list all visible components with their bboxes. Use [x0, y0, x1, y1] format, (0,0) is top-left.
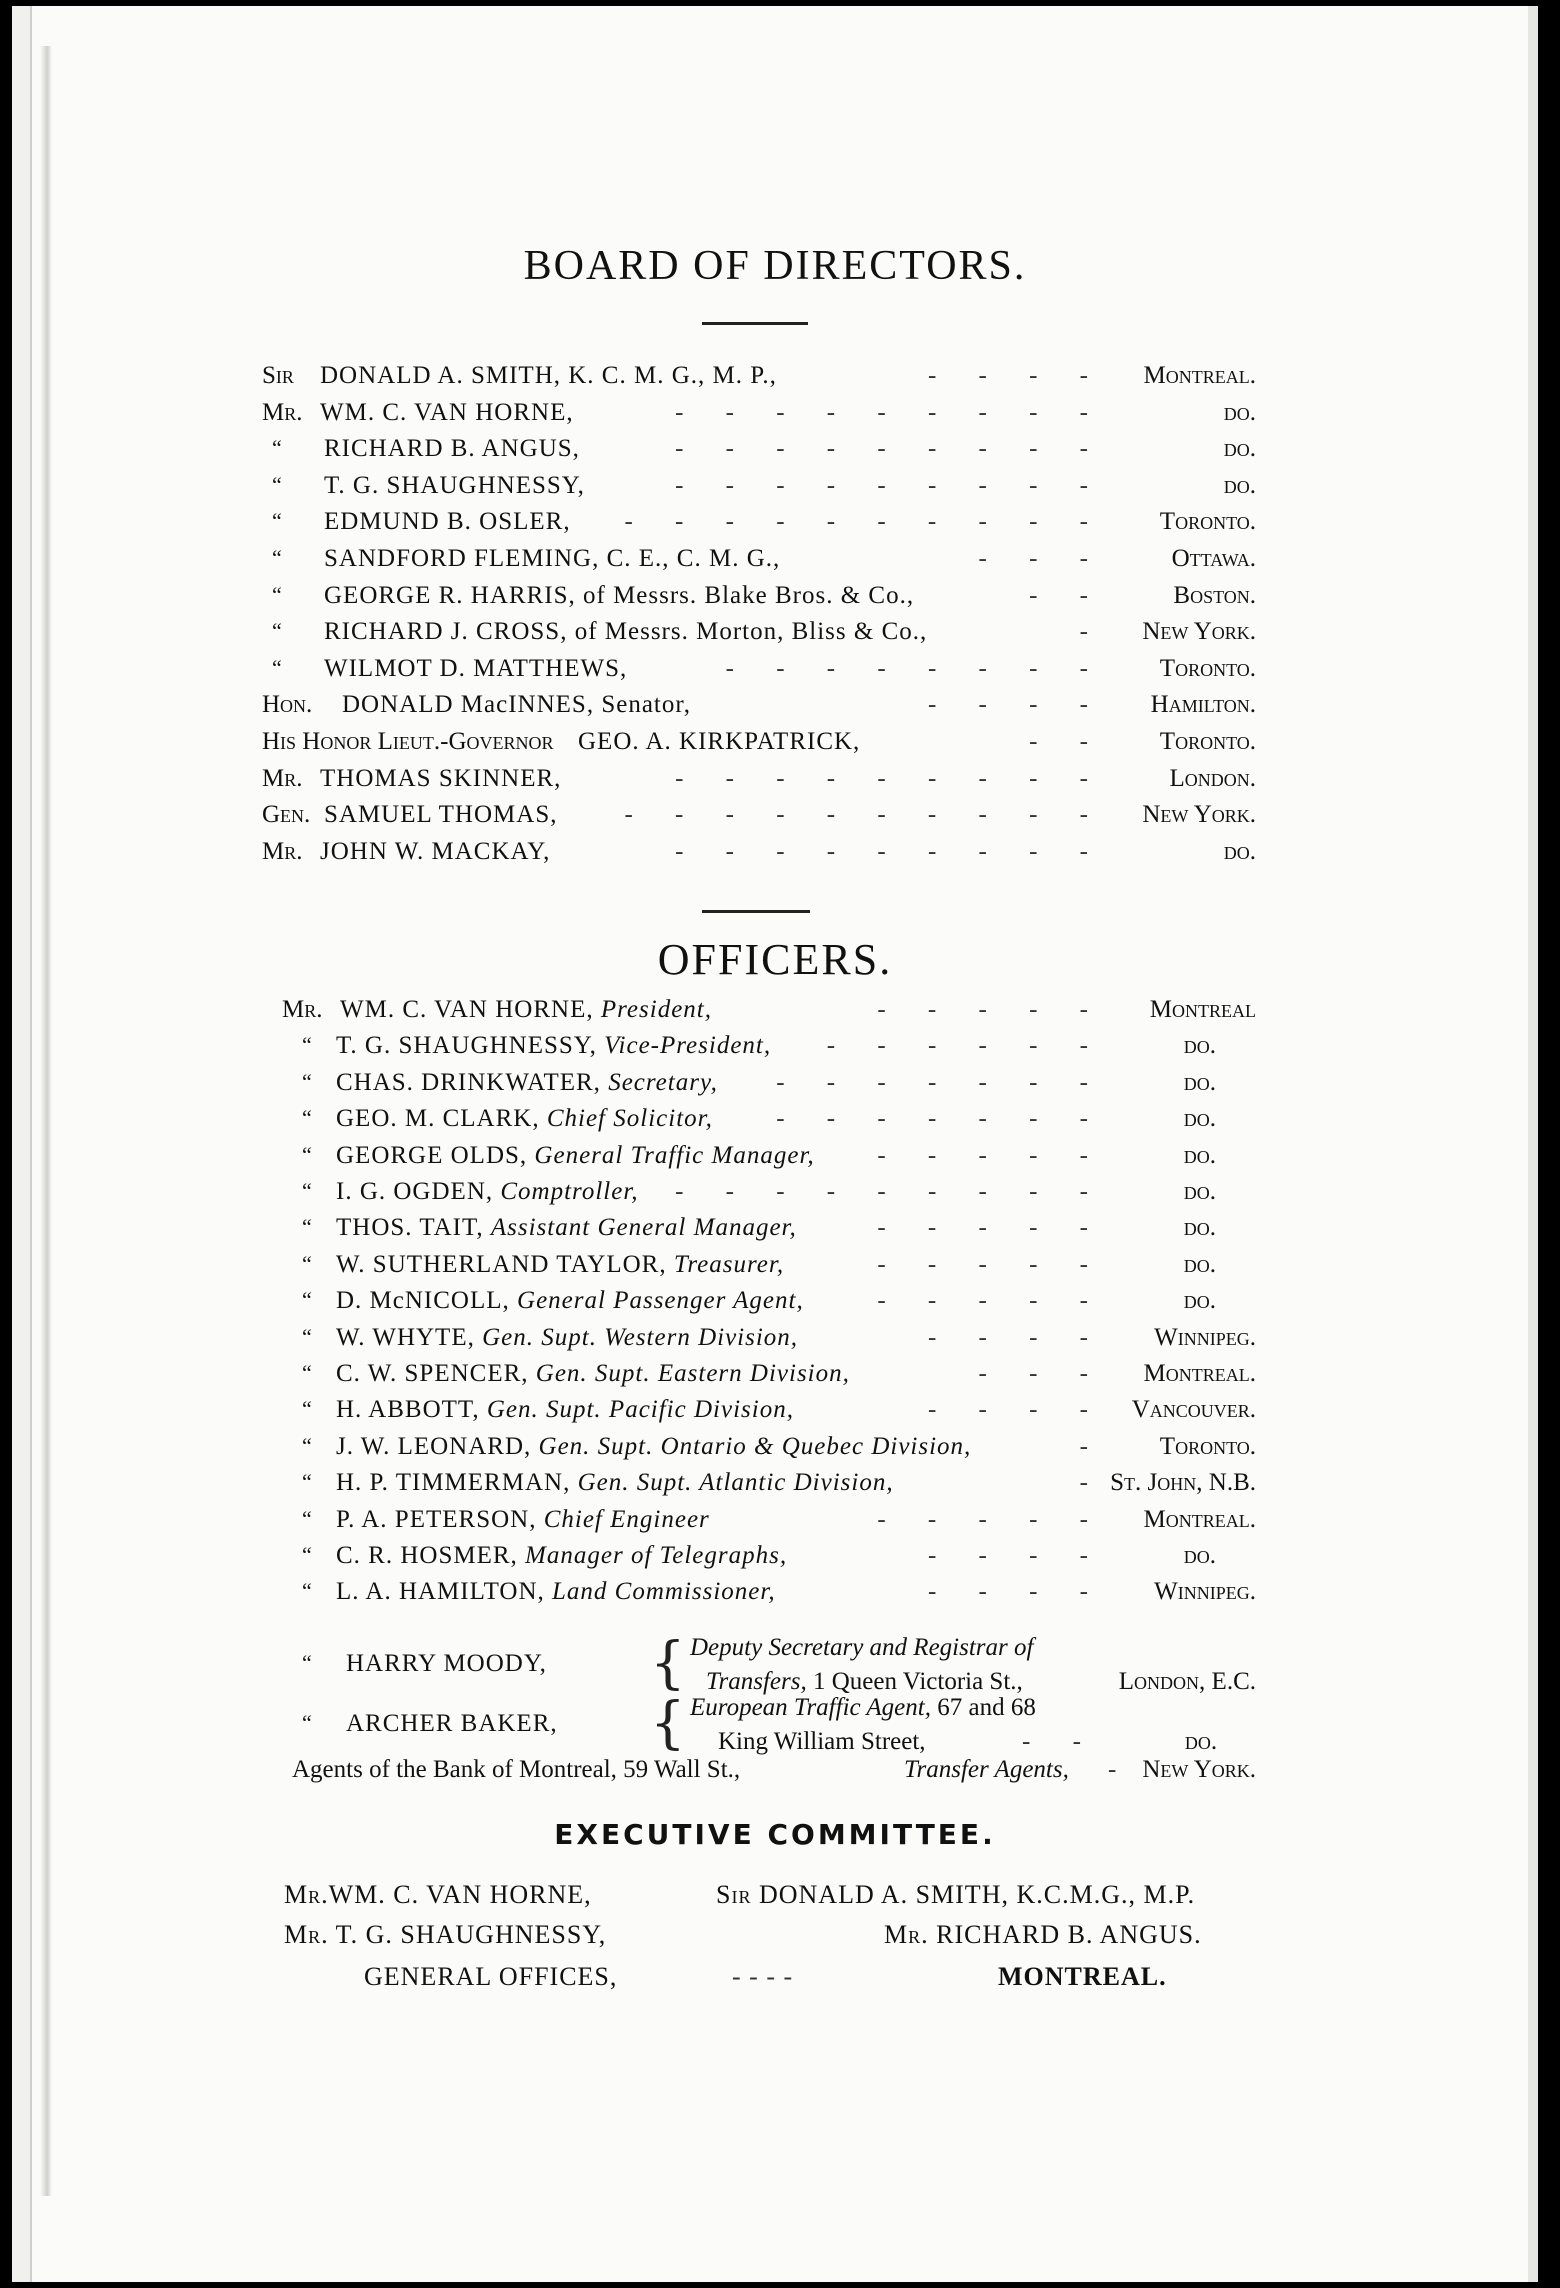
- officer-row-baker: [262, 1691, 1256, 1764]
- officer-title: Manager of Telegraphs,: [525, 1542, 788, 1569]
- director-name: [578, 728, 860, 756]
- page-left-edge: [12, 6, 32, 2282]
- officer-title: Chief Engineer: [543, 1505, 710, 1533]
- officer-title: Comptroller,: [500, 1178, 639, 1205]
- leader-dots: - - - - - - - - -: [675, 1178, 1106, 1205]
- leader-dots: - -: [1022, 1728, 1099, 1755]
- director-name: [324, 545, 780, 573]
- officer-name-text: H. ABBOTT,: [336, 1396, 480, 1424]
- officer-title: General Passenger Agent,: [517, 1287, 804, 1315]
- executive-member: [884, 1920, 1202, 1950]
- director-detail: of Messrs. Blake Bros. & Co.,: [583, 581, 915, 609]
- officer-row: [262, 1578, 1256, 1614]
- director-row: [262, 838, 1256, 874]
- title-prefix: Mr.: [282, 996, 323, 1023]
- ditto-mark: “: [302, 1032, 312, 1058]
- officer-row: [262, 1433, 1256, 1469]
- leader-dots: - - - - -: [877, 1250, 1106, 1278]
- officer-name-text: GEO. M. CLARK,: [336, 1105, 540, 1133]
- document-page: [12, 6, 1538, 2282]
- ditto-mark: “: [272, 581, 282, 607]
- officer-title: Chief Solicitor,: [546, 1105, 713, 1133]
- leader-dots: - - - - -: [877, 1287, 1106, 1315]
- leader-dots: - - - - -: [877, 1505, 1106, 1533]
- officer-location: Vancouver.: [1131, 1396, 1256, 1424]
- officer-name-text: I. G. OGDEN,: [336, 1178, 494, 1205]
- executive-member: [284, 1880, 592, 1910]
- ditto-mark: “: [302, 1287, 312, 1313]
- director-name-text: GEO. A. KIRKPATRICK,: [578, 728, 861, 755]
- director-name-text: RICHARD J. CROSS,: [324, 618, 568, 646]
- ditto-mark: “: [302, 1469, 312, 1495]
- officer-name: [336, 1578, 776, 1606]
- director-location: do.: [1223, 471, 1256, 499]
- director-location: Ottawa.: [1171, 545, 1256, 572]
- leader-dots: - - - -: [927, 691, 1106, 719]
- officer-name-text: J. W. LEONARD,: [336, 1432, 532, 1460]
- officer-name: [336, 1105, 713, 1133]
- officer-location: do.: [1183, 1214, 1216, 1242]
- director-name-text: THOMAS SKINNER,: [320, 764, 562, 792]
- officer-title-line1: Deputy Secretary and Registrar of: [690, 1634, 1034, 1661]
- member-name: RICHARD B. ANGUS.: [936, 1920, 1202, 1949]
- executive-heading: EXECUTIVE COMMITTEE.: [554, 1818, 996, 1851]
- ditto-mark: “: [302, 1323, 312, 1349]
- director-name-text: DONALD A. SMITH, K. C. M. G., M. P.,: [320, 362, 777, 389]
- director-location: Hamilton.: [1150, 691, 1256, 719]
- officer-row: [262, 1506, 1256, 1542]
- officer-row: [262, 1542, 1256, 1578]
- officer-title-line2: [706, 1668, 1023, 1696]
- director-name: [324, 508, 571, 536]
- director-location: London.: [1169, 764, 1256, 792]
- officer-name-text: D. McNICOLL,: [336, 1287, 510, 1315]
- title-prefix: Sir: [262, 362, 294, 389]
- director-row: [262, 728, 1256, 764]
- leader-dots: -: [1079, 618, 1106, 646]
- director-row: [262, 582, 1256, 618]
- officer-name: [336, 1214, 797, 1242]
- ditto-mark: “: [302, 1650, 312, 1675]
- officer-location: Montreal: [1149, 996, 1256, 1023]
- ditto-mark: “: [302, 1505, 312, 1531]
- leader-dots: - - - - - - - - -: [675, 435, 1106, 463]
- title-prefix: Sir: [716, 1880, 752, 1909]
- leader-dots: - - - -: [927, 1323, 1106, 1351]
- officer-name: [336, 1506, 710, 1534]
- officer-name-text: CHAS. DRINKWATER,: [336, 1068, 601, 1096]
- director-name: [320, 399, 574, 427]
- officer-title: Gen. Supt. Eastern Division,: [535, 1360, 850, 1387]
- ditto-mark: “: [302, 1141, 312, 1167]
- officer-row: [262, 1396, 1256, 1432]
- director-row: [262, 655, 1256, 691]
- leader-dots: - -: [1029, 581, 1106, 609]
- ditto-mark: “: [302, 1360, 312, 1385]
- officer-name: ARCHER BAKER,: [346, 1710, 558, 1737]
- director-row: [262, 801, 1256, 837]
- title-prefix: Mr.: [284, 1880, 329, 1909]
- leader-dots: - - - - - - - - -: [675, 398, 1106, 426]
- officer-name: [340, 996, 712, 1024]
- director-name-text: EDMUND B. OSLER,: [324, 508, 571, 536]
- director-name: [320, 362, 777, 390]
- director-location: New York.: [1142, 801, 1256, 829]
- officer-name: [336, 1433, 971, 1461]
- officer-title-line2-italic: Transfers,: [706, 1668, 807, 1695]
- director-name: [324, 655, 627, 683]
- officer-name: [336, 1069, 718, 1097]
- title-prefix: Mr.: [284, 1920, 329, 1949]
- director-location: Toronto.: [1159, 654, 1256, 682]
- binding-shadow: [40, 46, 52, 2196]
- title-prefix: Mr.: [884, 1920, 929, 1949]
- officer-name-text: T. G. SHAUGHNESSY,: [336, 1032, 597, 1060]
- leader-dots: - - - - - - - - -: [675, 764, 1106, 792]
- officer-location: London, E.C.: [1118, 1668, 1256, 1695]
- officer-title: Gen. Supt. Atlantic Division,: [577, 1469, 894, 1497]
- officer-location: St. John, N.B.: [1110, 1469, 1256, 1497]
- executive-member: [716, 1880, 1195, 1910]
- officer-title: General Traffic Manager,: [534, 1141, 815, 1169]
- ditto-mark: “: [272, 435, 282, 461]
- officer-name: [336, 1469, 894, 1497]
- officer-title: Gen. Supt. Western Division,: [482, 1323, 799, 1351]
- officer-name-text: L. A. HAMILTON,: [336, 1578, 545, 1606]
- leader-dots: - - - -: [732, 1962, 794, 1991]
- officer-row: [262, 1069, 1256, 1105]
- officer-location: do.: [1184, 1728, 1218, 1755]
- ditto-mark: “: [302, 1542, 312, 1567]
- director-location: do.: [1223, 398, 1256, 426]
- officer-title-line1-rest: 67 and 68: [937, 1694, 1036, 1721]
- title-prefix: Hon.: [262, 691, 313, 719]
- officer-name-text: W. SUTHERLAND TAYLOR,: [336, 1250, 667, 1278]
- agents-location: New York.: [1142, 1756, 1256, 1783]
- leader-dots: -: [1079, 1432, 1106, 1460]
- general-offices-location: MONTREAL.: [998, 1962, 1167, 1991]
- leader-dots: - - - - -: [877, 996, 1106, 1023]
- ditto-mark: “: [272, 654, 282, 680]
- title-prefix: His Honor Lieut.-Governor: [262, 728, 554, 755]
- officer-row: [262, 1251, 1256, 1287]
- ditto-mark: “: [272, 508, 282, 534]
- agents-row: [262, 1756, 1256, 1792]
- officer-name: [336, 1396, 794, 1424]
- director-location: do.: [1223, 837, 1256, 865]
- officers-heading: OFFICERS.: [657, 935, 893, 984]
- officer-location: do.: [1183, 1032, 1216, 1060]
- board-heading: BOARD OF DIRECTORS.: [523, 243, 1027, 289]
- director-name-text: DONALD MacINNES,: [342, 691, 595, 719]
- director-row: [262, 435, 1256, 471]
- director-name-text: SANDFORD FLEMING, C. E., C. M. G.,: [324, 545, 781, 572]
- officer-title-line1: [690, 1694, 1036, 1722]
- director-row: [262, 545, 1256, 581]
- ditto-mark: “: [302, 1578, 312, 1604]
- ditto-mark: “: [302, 1250, 312, 1276]
- leader-dots: - - -: [978, 545, 1106, 572]
- director-name: [324, 582, 914, 610]
- officer-row: [262, 1032, 1256, 1068]
- leader-dots: - - - -: [927, 362, 1106, 389]
- director-location: Montreal.: [1143, 362, 1256, 389]
- officer-title: Vice-President,: [604, 1032, 772, 1060]
- leader-dots: - - - - - - - - -: [675, 837, 1106, 865]
- agents-text: Agents of the Bank of Montreal, 59 Wall St.,: [292, 1756, 741, 1783]
- officer-name-text: C. R. HOSMER,: [336, 1542, 518, 1569]
- leader-dots: - -: [1029, 728, 1106, 755]
- leader-dots: - - - - - - - - - -: [624, 508, 1106, 536]
- title-prefix: Gen.: [262, 801, 311, 829]
- leader-dots: - - - - -: [877, 1214, 1106, 1242]
- leader-dots: -: [1079, 1469, 1106, 1497]
- officer-title: Gen. Supt. Ontario & Quebec Division,: [538, 1432, 972, 1460]
- officer-title-line1-italic: European Traffic Agent,: [690, 1694, 931, 1721]
- officer-title: Gen. Supt. Pacific Division,: [486, 1396, 794, 1424]
- leader-dots: - - - - - - -: [776, 1068, 1106, 1096]
- director-name: [342, 691, 691, 719]
- officer-row: [262, 1105, 1256, 1141]
- officer-location: Montreal.: [1143, 1505, 1256, 1533]
- ditto-mark: “: [272, 545, 282, 570]
- officer-location: Winnipeg.: [1154, 1323, 1256, 1351]
- leader-dots: - - -: [978, 1360, 1106, 1387]
- officer-title: Treasurer,: [673, 1250, 785, 1278]
- officer-title: Secretary,: [608, 1068, 718, 1096]
- ditto-mark: “: [302, 1178, 312, 1203]
- ditto-mark: “: [302, 1105, 312, 1131]
- leader-dots: -: [1108, 1756, 1135, 1783]
- officer-title: Land Commissioner,: [552, 1578, 776, 1606]
- director-detail: Senator,: [601, 691, 691, 719]
- officer-location: Montreal.: [1143, 1360, 1256, 1387]
- officer-name: [336, 1178, 639, 1206]
- board-rule: [702, 322, 808, 325]
- director-detail: of Messrs. Morton, Bliss & Co.,: [574, 618, 928, 646]
- officer-location: do.: [1183, 1178, 1216, 1205]
- director-row: [262, 765, 1256, 801]
- officer-name: [336, 1360, 850, 1388]
- officer-row: [262, 1360, 1256, 1396]
- leader-dots: - - - -: [927, 1542, 1106, 1569]
- member-name: WM. C. VAN HORNE,: [328, 1880, 592, 1909]
- officer-name: [336, 1324, 798, 1352]
- officer-name: [336, 1287, 804, 1315]
- officer-row: [262, 1287, 1256, 1323]
- officer-name: [336, 1142, 815, 1170]
- agents-italic: Transfer Agents,: [904, 1756, 1069, 1783]
- director-row: [262, 362, 1256, 398]
- ditto-mark: “: [302, 1432, 312, 1458]
- leader-dots: - - - -: [927, 1396, 1106, 1424]
- officer-location: do.: [1183, 1250, 1216, 1278]
- member-name: DONALD A. SMITH, K.C.M.G., M.P.: [758, 1880, 1196, 1909]
- title-prefix: Mr.: [262, 837, 303, 865]
- brace-symbol: {: [650, 1631, 686, 1696]
- director-location: Toronto.: [1159, 728, 1256, 755]
- director-row: [262, 399, 1256, 435]
- brace-symbol: {: [650, 1691, 686, 1756]
- title-prefix: Mr.: [262, 764, 303, 792]
- officer-location: do.: [1183, 1068, 1216, 1096]
- director-name: [324, 801, 557, 829]
- director-location: New York.: [1142, 618, 1256, 646]
- ditto-mark: “: [302, 1710, 312, 1735]
- officer-row: [262, 1469, 1256, 1505]
- officer-name-text: H. P. TIMMERMAN,: [336, 1469, 571, 1497]
- officer-row: [262, 1214, 1256, 1250]
- officer-location: do.: [1183, 1105, 1216, 1133]
- ditto-mark: “: [302, 1214, 312, 1240]
- ditto-mark: “: [272, 618, 282, 644]
- director-row: [262, 691, 1256, 727]
- officer-location: do.: [1183, 1287, 1216, 1315]
- director-name: [320, 838, 550, 866]
- officer-location: do.: [1183, 1141, 1216, 1169]
- director-location: do.: [1223, 435, 1256, 463]
- ditto-mark: “: [302, 1396, 312, 1422]
- general-offices-label: GENERAL OFFICES,: [364, 1962, 618, 1991]
- officers-rule-top: [702, 910, 810, 913]
- officer-name: [336, 1032, 771, 1060]
- officer-row: [262, 1178, 1256, 1214]
- officer-title-line2: King William Street,: [718, 1728, 926, 1755]
- director-row: [262, 472, 1256, 508]
- leader-dots: - - - - -: [877, 1141, 1106, 1169]
- officer-name: [336, 1251, 784, 1279]
- director-name-text: T. G. SHAUGHNESSY,: [324, 471, 585, 499]
- member-name: T. G. SHAUGHNESSY,: [335, 1920, 607, 1949]
- leader-dots: - - - - - - - - -: [675, 471, 1106, 499]
- director-row: [262, 508, 1256, 544]
- director-location: Toronto.: [1159, 508, 1256, 536]
- leader-dots: - - - -: [927, 1578, 1106, 1606]
- director-row: [262, 618, 1256, 654]
- page-right-edge: [1528, 6, 1538, 2282]
- officer-name-text: THOS. TAIT,: [336, 1214, 484, 1242]
- officer-name-text: P. A. PETERSON,: [336, 1505, 537, 1533]
- ditto-mark: “: [272, 471, 282, 497]
- leader-dots: - - - - - - -: [776, 1105, 1106, 1133]
- officer-name-text: GEORGE OLDS,: [336, 1141, 528, 1169]
- director-name: [324, 618, 927, 646]
- director-name-text: WM. C. VAN HORNE,: [320, 398, 574, 426]
- director-name: [324, 435, 580, 463]
- officer-location: Winnipeg.: [1154, 1578, 1256, 1606]
- officer-row: [262, 1324, 1256, 1360]
- director-name: [324, 472, 585, 500]
- director-name-text: GEORGE R. HARRIS,: [324, 581, 576, 609]
- title-prefix: Mr.: [262, 398, 303, 426]
- officer-name: HARRY MOODY,: [346, 1650, 547, 1677]
- executive-member: [284, 1920, 606, 1950]
- officer-title: President,: [600, 996, 712, 1023]
- ditto-mark: “: [302, 1068, 312, 1094]
- leader-dots: - - - - - -: [826, 1032, 1106, 1060]
- officer-row: [262, 996, 1256, 1032]
- officer-name-text: WM. C. VAN HORNE,: [340, 996, 594, 1023]
- officer-row: [262, 1142, 1256, 1178]
- officer-title-line2-rest: 1 Queen Victoria St.,: [812, 1668, 1023, 1695]
- officer-location: Toronto.: [1159, 1432, 1256, 1460]
- director-name-text: JOHN W. MACKAY,: [320, 837, 551, 865]
- director-name-text: RICHARD B. ANGUS,: [324, 435, 580, 463]
- director-name: [320, 765, 561, 793]
- director-name-text: SAMUEL THOMAS,: [324, 801, 558, 829]
- officer-name: [336, 1542, 787, 1570]
- officer-location: do.: [1183, 1542, 1216, 1569]
- officer-name-text: C. W. SPENCER,: [336, 1360, 529, 1387]
- leader-dots: - - - - - - - - - -: [624, 801, 1106, 829]
- director-location: Boston.: [1173, 581, 1256, 609]
- director-name-text: WILMOT D. MATTHEWS,: [324, 654, 628, 682]
- officer-name-text: W. WHYTE,: [336, 1323, 475, 1351]
- leader-dots: - - - - - - - -: [725, 654, 1106, 682]
- officer-title: Assistant General Manager,: [490, 1214, 797, 1242]
